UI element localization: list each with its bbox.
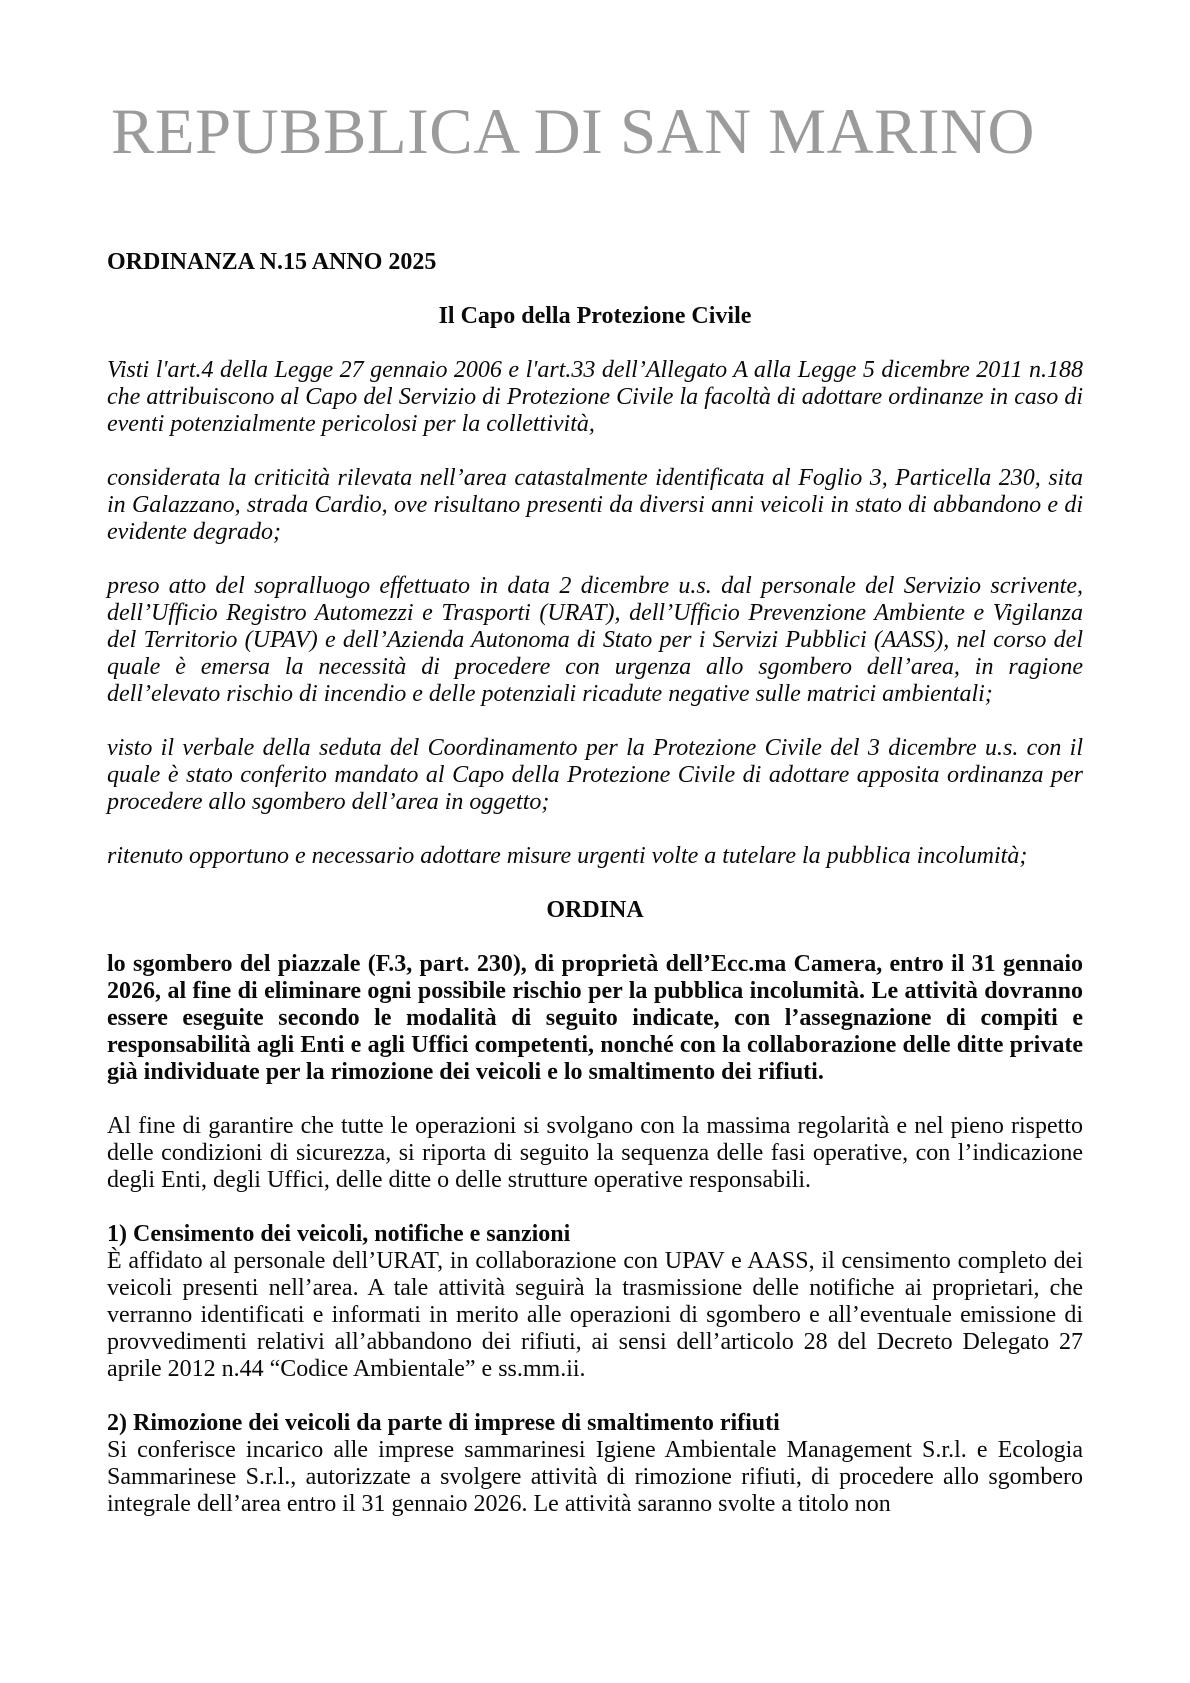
order-paragraph: lo sgombero del piazzale (F.3, part. 230), di proprietà dell’Ecc.ma Camera, entro il 31 gennaio 2026, al fine di eliminare ogni possibile rischio per la pubblica incolumità. Le attività dovranno essere eseguite secondo le modalità di seguito indicate, con l’assegnazione di compiti e responsabilità agli Enti e agli Uffici competenti, nonché con la collaborazione delle ditte private già individuate per la rimozione dei veicoli e lo smaltimento dei rifiuti.	[107, 951, 1083, 1085]
ordina-heading: ORDINA	[546, 897, 644, 923]
letterhead-title: REPUBBLICA DI SAN MARINO	[111, 96, 1035, 168]
ordinance-number: ORDINANZA N.15 ANNO 2025	[107, 249, 437, 275]
premise-paragraph-visto-verbale: visto il verbale della seduta del Coordinamento per la Protezione Civile del 3 dicembre u.s. con il quale è stato conferito mandato al Capo della Protezione Civile di adottare apposita ordinanza per procedere allo sgombero dell’area in oggetto;	[107, 735, 1083, 815]
section-rimozione	[107, 1410, 1083, 1518]
premise-paragraph-ritenuto: ritenuto opportuno e necessario adottare misure urgenti volte a tutelare la pubblica incolumità;	[107, 843, 1028, 869]
section-rimozione-title: 2) Rimozione dei veicoli da parte di imprese di smaltimento rifiuti	[107, 1410, 780, 1436]
intro-paragraph: Al fine di garantire che tutte le operazioni si svolgano con la massima regolarità e nel pieno rispetto delle condizioni di sicurezza, si riporta di seguito la sequenza delle fasi operative, con l’indicazione degli Enti, degli Uffici, delle ditte o delle strutture operative responsabili.	[107, 1113, 1083, 1193]
issuer-heading: Il Capo della Protezione Civile	[438, 303, 752, 329]
section-censimento	[107, 1221, 1083, 1383]
section-censimento-title: 1) Censimento dei veicoli, notifiche e sanzioni	[107, 1221, 571, 1247]
premise-paragraph-preso-atto: preso atto del sopralluogo effettuato in data 2 dicembre u.s. dal personale del Servizio scrivente, dell’Ufficio Registro Automezzi e Trasporti (URAT), dell’Ufficio Prevenzione Ambiente e Vigilanza del Territorio (UPAV) e dell’Azienda Autonoma di Stato per i Servizi Pubblici (AASS), nel corso del quale è emersa la necessità di procedere con urgenza allo sgombero dell’area, in ragione dell’elevato rischio di incendio e delle potenziali ricadute negative sulle matrici ambientali;	[107, 573, 1083, 707]
section-censimento-body: È affidato al personale dell’URAT, in collaborazione con UPAV e AASS, il censimento completo dei veicoli presenti nell’area. A tale attività seguirà la trasmissione delle notifiche ai proprietari, che verranno identificati e informati in merito alle operazioni di sgombero e all’eventuale emissione di provvedimenti relativi all’abbandono dei rifiuti, ai sensi dell’articolo 28 del Decreto Delegato 27 aprile 2012 n.44 “Codice Ambientale” e ss.mm.ii.	[107, 1248, 1083, 1382]
premise-paragraph-considerata: considerata la criticità rilevata nell’area catastalmente identificata al Foglio 3, Particella 230, sita in Galazzano, strada Cardio, ove risultano presenti da diversi anni veicoli in stato di abbandono e di evidente degrado;	[107, 465, 1083, 545]
section-rimozione-body: Si conferisce incarico alle imprese sammarinesi Igiene Ambientale Management S.r.l. e Ecologia Sammarinese S.r.l., autorizzate a svolgere attività di rimozione rifiuti, di procedere allo sgombero integrale dell’area entro il 31 gennaio 2026. Le attività saranno svolte a titolo non	[107, 1437, 1083, 1517]
document-body	[107, 249, 1083, 1518]
premise-paragraph-visti: Visti l'art.4 della Legge 27 gennaio 2006 e l'art.33 dell’Allegato A alla Legge 5 dicembre 2011 n.188 che attribuiscono al Capo del Servizio di Protezione Civile la facoltà di adottare ordinanze in caso di eventi potenzialmente pericolosi per la collettività,	[107, 357, 1083, 437]
